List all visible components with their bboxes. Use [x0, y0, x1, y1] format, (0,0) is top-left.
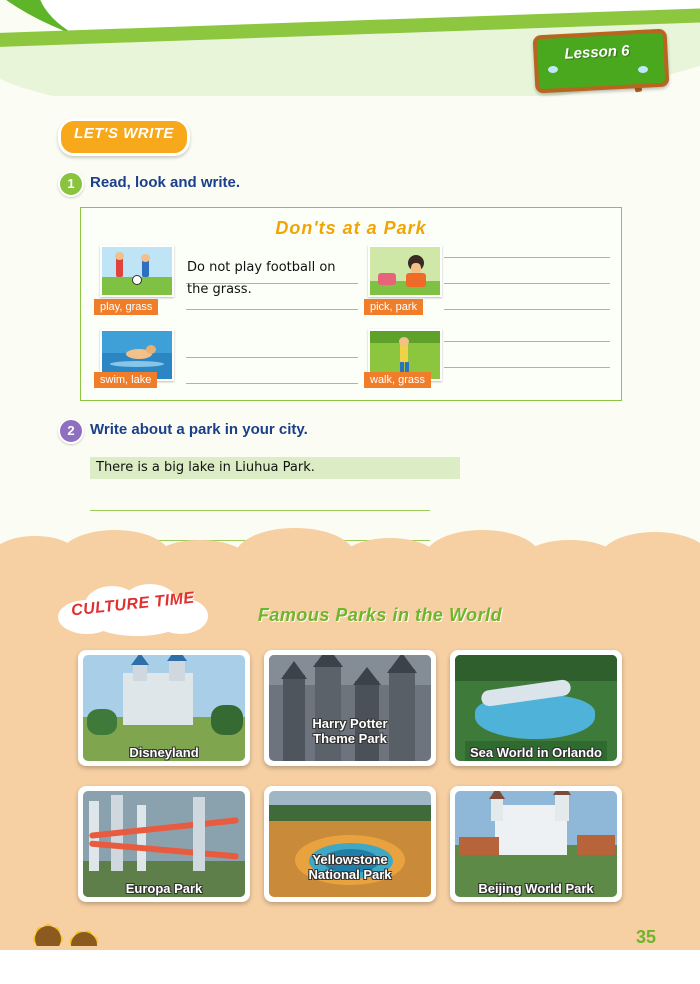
exercise-2-blank-line-1: [90, 510, 430, 511]
park-label-yellowstone: Yellowstone National Park: [308, 852, 392, 882]
write-line-4a: [444, 341, 610, 342]
image-play-grass: [100, 245, 174, 297]
exercise-2-instruction: Write about a park in your city.: [90, 421, 308, 438]
park-label-sea-world: Sea World in Orlando: [470, 745, 602, 760]
page-number: 35: [635, 927, 656, 947]
write-line-3b: [186, 383, 358, 384]
caption-swim-lake: swim, lake: [94, 372, 157, 388]
park-card-beijing-world[interactable]: [450, 786, 622, 902]
write-line-1b: [186, 309, 358, 310]
park-card-europa[interactable]: [78, 786, 250, 902]
lets-write-label: LET'S WRITE: [74, 125, 174, 142]
park-label-beijing-world: Beijing World Park: [478, 881, 594, 896]
image-pick-park: [368, 245, 442, 297]
park-card-disneyland[interactable]: [78, 650, 250, 766]
write-line-2a: [444, 257, 610, 258]
bottom-white-band: [0, 950, 700, 984]
caption-play-grass: play, grass: [94, 299, 158, 315]
exercise-2-number: 2: [58, 418, 84, 444]
answer-text-play-grass: Do not play football on the grass.: [187, 260, 336, 297]
write-line-3a: [186, 357, 358, 358]
exercise-1-box-title: Don'ts at a Park: [275, 218, 427, 238]
culture-title: Famous Parks in the World: [257, 605, 503, 625]
culture-time-label: CULTURE TIME: [70, 589, 196, 620]
lesson-label: Lesson 6: [564, 42, 630, 63]
write-line-2c: [444, 309, 610, 310]
park-label-europa: Europa Park: [125, 881, 203, 896]
park-label-harry-potter: Harry Potter Theme Park: [312, 716, 388, 746]
exercise-1-instruction: Read, look and write.: [90, 174, 241, 191]
culture-scallop-edge: [0, 530, 700, 576]
park-label-disneyland: Disneyland: [129, 745, 199, 760]
lets-write-badge: [58, 118, 190, 156]
park-card-yellowstone[interactable]: [264, 786, 436, 902]
park-card-sea-world[interactable]: [450, 650, 622, 766]
lesson-sign: [534, 32, 664, 88]
write-line-2b: [444, 283, 610, 284]
exercise-1-number: 1: [58, 171, 84, 197]
exercise-2-answer: There is a big lake in Liuhua Park.: [96, 460, 315, 475]
write-line-4b: [444, 367, 610, 368]
park-card-harry-potter[interactable]: [264, 650, 436, 766]
caption-pick-park: pick, park: [364, 299, 423, 315]
caption-walk-grass: walk, grass: [364, 372, 431, 388]
